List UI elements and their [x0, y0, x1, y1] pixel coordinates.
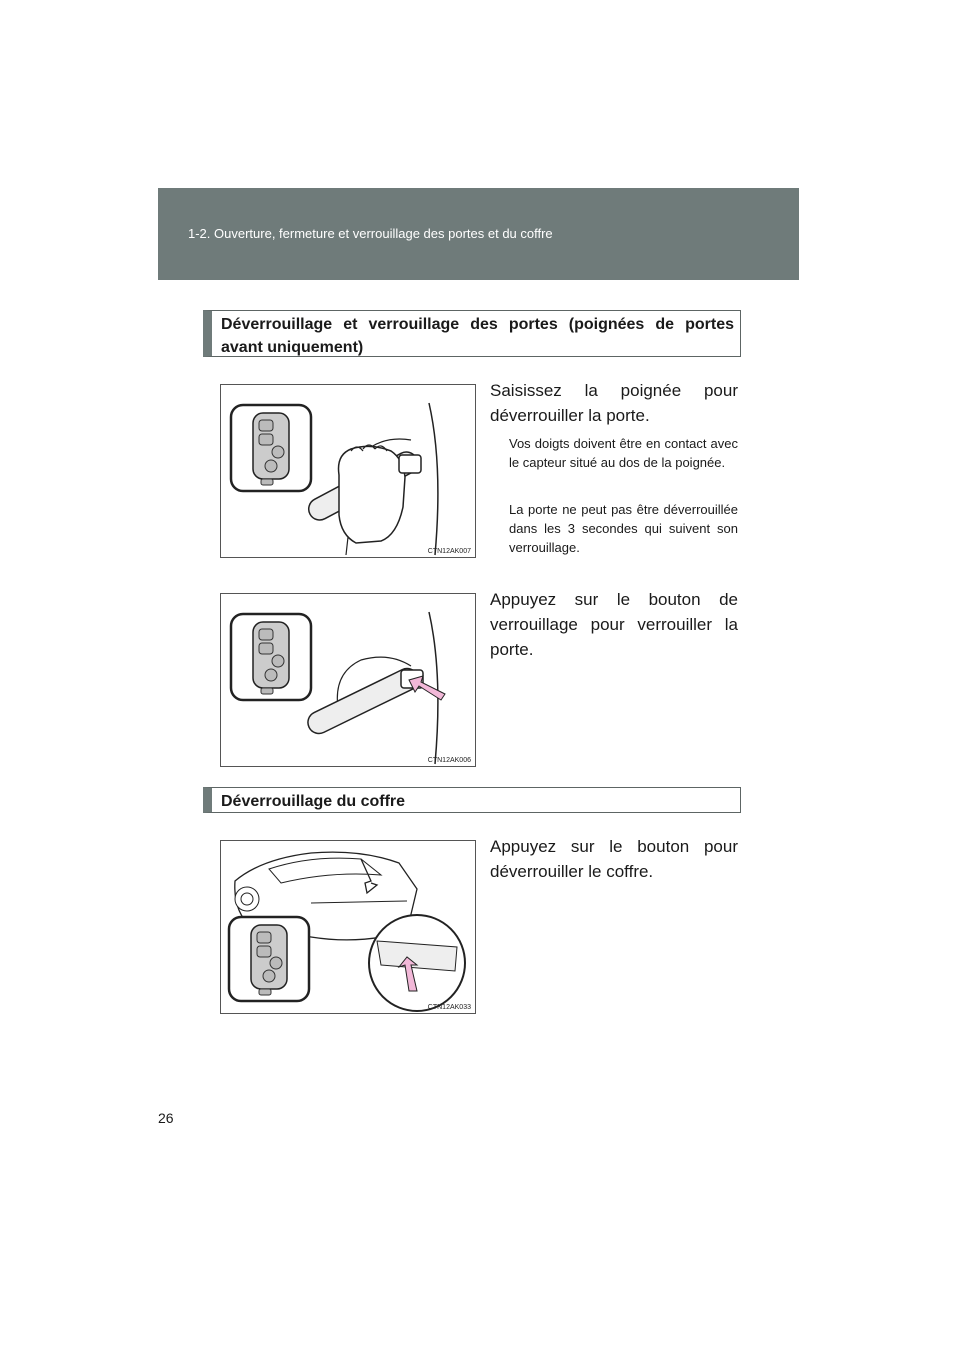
section-title-trunk: Déverrouillage du coffre: [203, 787, 741, 813]
note-text: Vos doigts doivent être en contact avec le capteur situé au dos de la poignée.: [509, 436, 738, 470]
figure-code: CTN12AK007: [427, 548, 471, 555]
step-text: Appuyez sur le bouton pour déverrouiller le coffre.: [490, 837, 738, 881]
section-title-doors: Déverrouillage et verrouillage des portes (poignées de portes avant uniquement): [203, 310, 741, 357]
figure-lock-button: [220, 593, 476, 767]
note-text: La porte ne peut pas être déverrouillée dans les 3 secondes qui suivent son verrouillage.: [509, 502, 738, 555]
step-text: Saisissez la poignée pour déverrouiller la porte.: [490, 381, 738, 425]
figure-grasp-handle: [220, 384, 476, 558]
figure-code: CTN12AK006: [427, 757, 471, 764]
figure-trunk-button: [220, 840, 476, 1014]
page-number: 26: [158, 1110, 174, 1126]
figure-code: CTN12AK033: [427, 1004, 471, 1011]
step-text: Appuyez sur le bouton de verrouillage pour verrouiller la porte.: [490, 590, 738, 659]
breadcrumb: 1-2. Ouverture, fermeture et verrouillage des portes et du coffre: [188, 226, 553, 241]
